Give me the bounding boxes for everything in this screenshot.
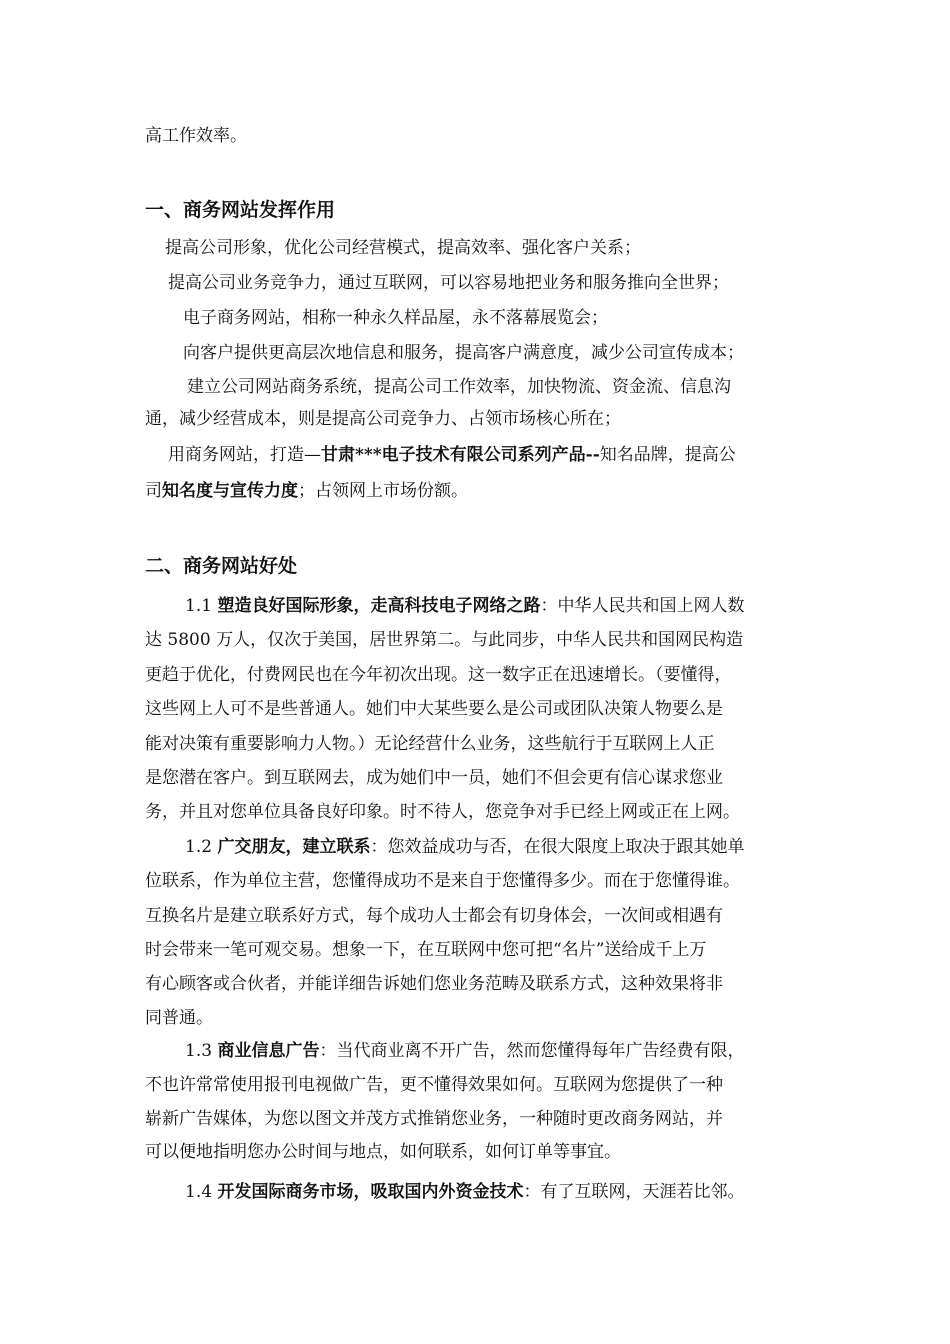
item-title: 开发国际商务市场，吸取国内外资金技术	[217, 1182, 524, 1202]
item-1-3-line-3: 崭新广告媒体，为您以图文并茂方式推销您业务，一种随时更改商务网站，并	[145, 1109, 723, 1129]
item-1-2-line-3: 互换名片是建立联系好方式，每个成功人士都会有切身体会，一次间或相遇有	[145, 906, 723, 926]
p6-bold-awareness: 知名度与宣传力度	[162, 481, 298, 501]
section1-paragraph-5-line-1: 建立公司网站商务系统，提高公司工作效率，加快物流、资金流、信息沟	[187, 377, 731, 397]
p6-bold-company: 甘肃***电子技术有限公司系列产品--	[321, 445, 600, 465]
item-colon: ：	[370, 837, 388, 857]
item-title: 广交朋友，建立联系	[217, 837, 371, 857]
section1-paragraph-6-line-1	[168, 442, 736, 468]
item-1-1-line-6: 是您潜在客户。到互联网去，成为她们中一员，她们不但会更有信心谋求您业	[145, 768, 723, 788]
item-number: 1.2	[185, 837, 218, 857]
p6-line2-text-a: 司	[145, 481, 162, 501]
item-colon: ：	[523, 1182, 541, 1202]
item-1-2-line-1	[185, 834, 744, 860]
item-1-3-line-2: 不也许常常使用报刊电视做广告，更不懂得效果如何。互联网为您提供了一种	[145, 1075, 723, 1095]
item-text: 中华人民共和国上网人数	[557, 596, 745, 616]
item-1-2-line-4: 时会带来一笔可观交易。想象一下，在互联网中您可把“名片”送给成千上万	[145, 940, 707, 960]
section1-paragraph-4: 向客户提供更高层次地信息和服务，提高客户满意度，减少公司宣传成本；	[183, 343, 744, 363]
item-number: 1.1	[185, 596, 218, 616]
item-colon: ：	[540, 596, 558, 616]
item-1-1-line-4: 这些网上人可不是些普通人。她们中大某些要么是公司或团队决策人物要么是	[145, 699, 723, 719]
item-1-2-line-6: 同普通。	[145, 1008, 213, 1028]
intro-line: 高工作效率。	[145, 126, 247, 146]
item-1-2-line-2: 位联系，作为单位主营，您懂得成功不是来自于您懂得多少。而在于您懂得谁。	[145, 871, 740, 891]
item-colon: ：	[319, 1041, 337, 1061]
item-1-1-line-3: 更趋于优化，付费网民也在今年初次出现。这一数字正在迅速增长。（要懂得，	[145, 665, 732, 685]
item-title: 塑造良好国际形象，走高科技电子网络之路	[217, 596, 541, 616]
section-heading-1: 一、商务网站发挥作用	[145, 199, 336, 221]
section1-paragraph-2: 提高公司业务竞争力，通过互联网，可以容易地把业务和服务推向全世界；	[168, 273, 729, 293]
item-number: 1.4	[185, 1182, 218, 1202]
p6-text-b: 知名品牌，提高公	[599, 445, 736, 465]
item-text: 您效益成功与否，在很大限度上取决于跟其她单	[387, 837, 745, 857]
section1-paragraph-5-line-2: 通，减少经营成本，则是提高公司竞争力、占领市场核心所在；	[145, 409, 621, 429]
item-1-1-line-7: 务，并且对您单位具备良好印象。时不待人，您竞争对手已经上网或正在上网。	[145, 802, 740, 822]
item-1-3-line-1	[185, 1038, 744, 1064]
item-1-1-line-1	[185, 593, 744, 619]
item-1-1-line-5: 能对决策有重要影响力人物。）无论经营什么业务，这些航行于互联网上人正	[145, 734, 715, 754]
item-text: 有了互联网，天涯若比邻。	[540, 1182, 745, 1202]
section1-paragraph-6-line-2	[145, 478, 468, 504]
item-1-2-line-5: 有心顾客或合伙者，并能详细告诉她们您业务范畴及联系方式，这种效果将非	[145, 974, 723, 994]
section-heading-2: 二、商务网站好处	[145, 555, 298, 577]
item-number: 1.3	[185, 1041, 218, 1061]
section1-paragraph-1: 提高公司形象，优化公司经营模式，提高效率、强化客户关系；	[165, 238, 641, 258]
item-1-4-line-1	[185, 1179, 744, 1205]
section1-paragraph-3: 电子商务网站，相称一种永久样品屋，永不落幕展览会；	[183, 308, 608, 328]
p6-line2-text-b: ；占领网上市场份额。	[298, 481, 468, 501]
p6-text-a: 用商务网站，打造—	[168, 445, 321, 465]
item-title: 商业信息广告	[217, 1041, 320, 1061]
item-text: 当代商业离不开广告，然而您懂得每年广告经费有限，	[336, 1041, 745, 1061]
item-1-3-line-4: 可以便地指明您办公时间与地点，如何联系，如何订单等事宜。	[145, 1142, 621, 1162]
item-1-1-line-2: 达 5800 万人，仅次于美国，居世界第二。与此同步，中华人民共和国网民构造	[145, 630, 744, 650]
